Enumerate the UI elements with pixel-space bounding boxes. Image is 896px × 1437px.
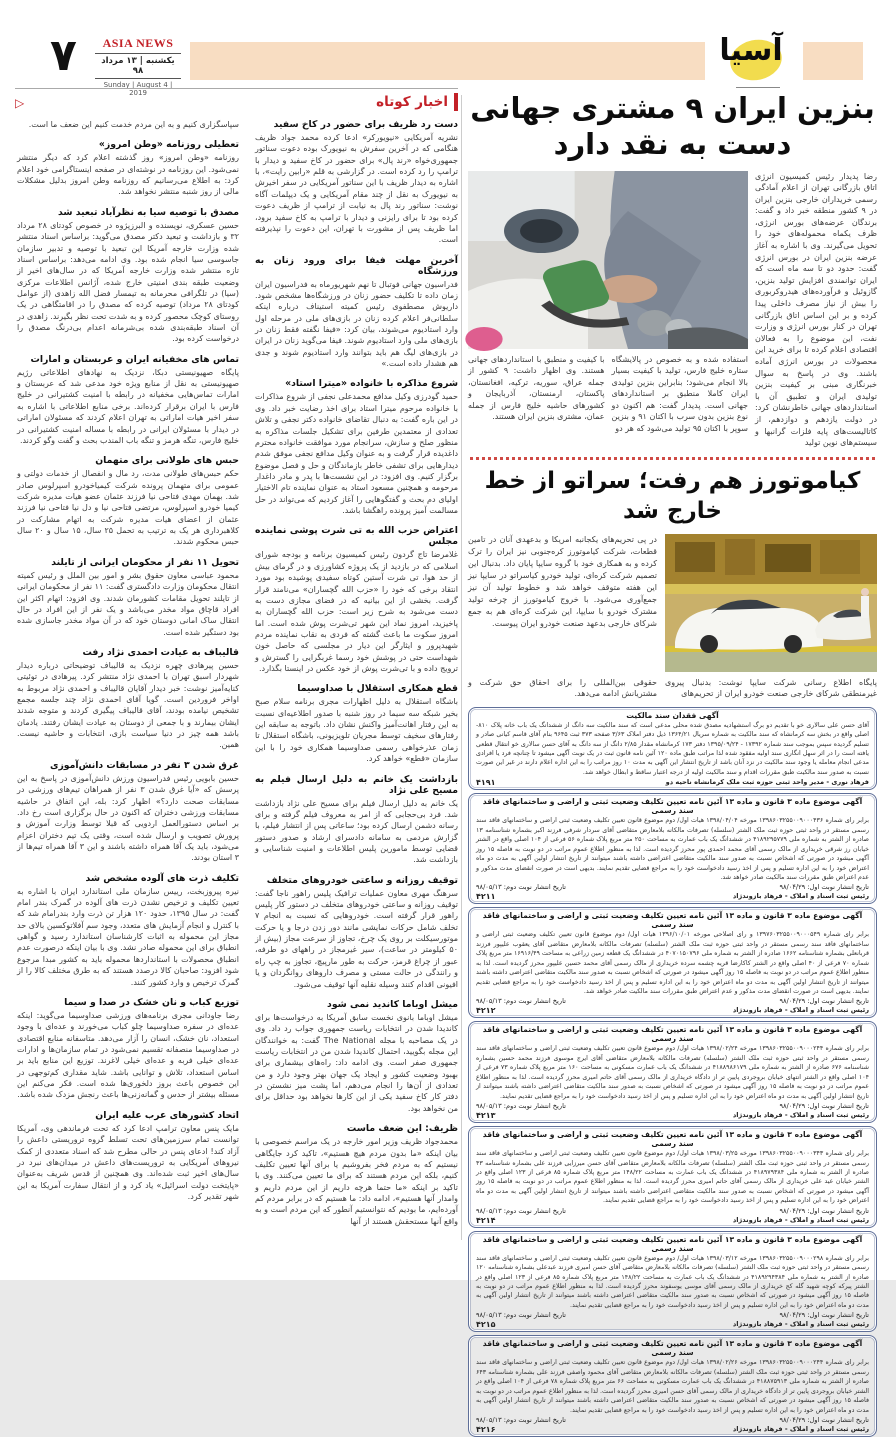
ad-date-second: تاریخ انتشار نوبت دوم: ۹۸/۰۵/۱۳ — [476, 1415, 566, 1424]
article2-column: پایگاه اطلاع رسانی شرکت سایپا نوشت: بدنبال پیروی غیرمنطقی شرکای خارجی صنعت خودرو ایران از تحریم‌های — [665, 677, 877, 699]
short-news-column-left — [17, 119, 239, 1236]
news-item: اتحاد کشورهای عرب علیه ایران مایک پنس معاون ترامپ ادعا کرد که تحت فرماندهی وی، آمریکا توانست تمام سرزمین‌های تحت تسلط گروه تروریستی داعش را آزاد کند! ادعای پنس در حالی مطرح شد که اسناد متعددی از کمک نیروهای آمریکایی به تروریست‌های داعش در میدان‌های نبرد در سال‌های اخیر ثبت شده‌اند. وی همچنین از قدس شریف به‌عنوان «پایتخت دولت اسرائیل» یاد کرد و از انتقال سفارت آمریکا به این شهر تقدیر کرد. — [17, 1109, 239, 1201]
ad-signer: فرهاد نوری - مدیر واحد ثبتی حوزه ثبت ملک کرمانشاه ناحیه دو — [665, 778, 869, 787]
ad-code: ۴۲۱۵ — [476, 1320, 496, 1330]
news-item: قالیباف به عیادت احمدی نژاد رفت حسین پیرهادی چهره نزدیک به قالیباف توضیحاتی درباره دیدار شهردار اسبق تهران با احمدی نژاد منتشر کرد. پیرهادی در توئیتی کنایه‌آمیز نوشت: خبر دیدار آقایان قالیباف و احمدی نژاد مربوط به اواخر فروردین است. گویا آقای احمدی نژاد چند جلسه مجمع تشخیص نیامده بودند، آقای قالیباف پیگیری کردند و متوجه شدند ایشان بیمارند و با جمعی از دوستان به عیادت ایشان رفتند. یادمان باشد همه چیز در دنیا سیاست بازی، انتخابات و حاشیه نیست. همین. — [17, 646, 239, 750]
news-item: غرق شدن ۳ نفر در مسابقات دانش‌آموزی حسین بابویی رئیس فدراسیون ورزش دانش‌آموزی در پاسخ به این پرسش که «آیا غرق شدن ۳ نفر از همراهان تیم‌های ورزشی در مسابقات صحت دارد؟» اظهار کرد: بله، این اتفاق در حاشیه مسابقات ورزشی دختران که اکنون در حال برگزاری است رخ داد. بر اساس دستورالعمل اردویی که قبلا توسط وزارت آموزش و پرورش تصویب و ارسال شده است، وقتی یک تیم دختران اعزام می‌شود، باید یک آقا همراه داشته باشند و این ۳ آقا همراه تیم‌ها از ۳ استان بودند. — [17, 759, 240, 863]
news-item: تماس های مخفیانه ایران و عربستان و امارات پایگاه صهیونیستی دبکا، نزدیک به نهادهای اطلاعاتی رژیم صهیونیستی به نقل از منابع ویژه خود مدعی شد که عربستان و امارات تماس‌هایی مخفیانه در رابطه با امنیت کشتیرانی در خلیج فارس با ایران برقرار کرده‌اند. برخی منابع اطلاعاتی با اشاره به سفر اخیر هیات اماراتی به تهران اعلام کردند که مسئولان اماراتی در دیدار با مسئولان ایرانی در رابطه با مساله امنیت کشتیرانی در خلیج فارس، تنگه هرمز و تنگه باب المندب بحث و گفت وگو کردند. — [17, 353, 239, 445]
short-news-column-right — [255, 119, 458, 1236]
ad-code: ۴۲۱۳ — [476, 1111, 496, 1121]
ad-date-second: تاریخ انتشار نوبت دوم: ۹۸/۰۵/۱۳ — [476, 1102, 566, 1111]
article1-photo-gas-pump — [468, 171, 748, 349]
legal-ad: آگهی فقدان سند مالکیت آقای حسن علی سالاری خو با تقدیم دو برگ استشهادیه مصدق شده محلی مدعی است که سند مالکیت سه دانگ از ششدانگ یک باب خانه پلاک ۸۱۰- اصلی واقع در بخش سه کرمانشاه که سند مالکیت به شماره سریال ۱۳۶۴/۲۱ ذیل دفتر املاک ۳/۶۳ صفحه ۳۷۳ ثبت ۹۶۴۵ بنام آقای قاسم کیانی صادر و تسلیم گردیده سپس بموجب سند شماره ۱۷۳۹۲ - ۱۳۹۵/۰۹/۲۴ دفتر ۱۷۳ کرمانشاه مقدار ۲/۸۵ دانگ از سه دانگ به آقای حسن سالاری خو انتقال قطعی یافته است را در اثر سهل انگاری سند اولیه مفقود شده لذا مراتب طبق ماده ۱۲۰ آئین نامه قانون ثبت در یک نوبت آگهی میشود تا چنانچه فرد یا افرادی مدعی انجام معامله یا وجود سند مالکیت در نزد آنان باشد از تاریخ انتشار این آگهی به مدت ۱۰ روز مراتب را به این اداره اعلام دارند در غیر این صورت نسبت به صدور سند مالکیت طبق مقررات اقدام و سند مالکیت اولیه از درجه اعتبار ساقط و ابطال خواهد شد. فرهاد نوری - مدیر واحد ثبتی حوزه ثبت ملک کرمانشاه ناحیه دو ۴۱۹۱ — [468, 707, 877, 791]
news-item: تحویل ۱۱ نفر از محکومان ایرانی از تایلند محمود عباسی معاون حقوق بشر و امور بین الملل و رئیس کمیته انتقال محکومان وزارت دادگستری گفت: ۱۱ نفر از محکومان ایرانی از تایلند تحویل مقامات کشورمان شدند. وی افزود: اتهام اکثر این افراد قاچاق مواد مخدر می‌باشد و یک نفر از این افراد در حال انتقال ساک امانی دوستان خود که در آن مواد مخدر جاسازی شده بود دستگیر شده است. — [17, 556, 240, 637]
news-item: تعطیلی روزنامه «وطن امروز» روزنامه «وطن امروز» روز گذشته اعلام کرد که دیگر منتشر نمی‌شود. این روزنامه در نوشته‌ای در صفحه اینستاگرامی خود اعلام کرد: به اطلاع می‌رسانیم که روزنامه وطن امروز بدلیل مشکلات مالی از روز شنبه منتشر نخواهد شد. — [17, 139, 239, 197]
page-number: ۷ — [50, 30, 77, 81]
news-item: توزیع کباب و نان خشک در صدا و سیما رضا جاودانی مجری برنامه‌های ورزشی صداوسیما می‌گوید: اینکه عده‌ای در سفره صداوسیما چلو کباب می‌خورند و عده‌ای با وجود استعداد، نان خشک، انسان را آزار می‌دهد. متاسفانه منابع اقتصادی در صداوسیما منصفانه تقسیم نمی‌شود در تمام سازمان‌ها و ادارات عده‌ای خیلی فربه و عده‌ای خیلی لاغرند. توزیع این منابع باید بر اساس استعداد، تلاش و توانایی باشد. شاید مقداری کم‌توجهی در این خصوص باعث بروز دلخوری‌ها شده است. فکر می‌کنم این مسئله بیشتر از حدس و گمانه‌زنی‌ها باعث رنجش مزدک شده باشد. — [17, 996, 239, 1100]
rule — [15, 88, 458, 89]
legal-ad: آگهی موضوع ماده ۳ قانون و ماده ۱۳ آئین نامه تعیین تکلیف وضعیت ثبتی و اراضی و ساختمانهای فاقد سند رسمی برابر رای شماره ۱۳۹۸۶۰۳۲۵۵۰۰۹۰۰۰۴۳۶ مورخه ۱۳۹۸/۰۴/۰۴ هیات اول/ دوم موضوع قانون تعیین تکلیف وضعیت ثبتی اراضی و ساختمانهای فاقد سند رسمی مستقر در واحد ثبتی حوزه ثبت ملک الشتر (سلسله) تصرفات مالکانه بلامعارض متقاضی آقای سردار شرفی فرزند اکبر بشماره شناسنامه ۱۳ صادره از الشتر به شماره ملی ۴۱۸۹۲۹۵۷۷۹ در ششدانگ یک باب عمارت به مساحت ۲۵۰ متر مربع پلاک شماره ۵۶ فرعی از ۱۰۴ اصلی واقع در الشتر خیابان رز شرقی خریداری از مالک رسمی آقای محمد احمدی پور محرز گردیده است. لذا به منظور اطلاع عموم مراتب در دو نوبت به فاصله ۱۵ روز آگهی میشود در صورتی که اشخاص نسبت به صدور سند مالکیت متقاضی اعتراضی داشته باشند میتوانند از تاریخ انتشار اولین آگهی به مدت دو ماه اعتراض خود را به این اداره تسلیم و پس از اخذ رسید دادخواست خود را به مراجع قضایی تقدیم نمایند. بدیهی است در صورت انقضای مدت مذکور و عدم اعتراض طبق مقررات سند مالکیت صادر خواهد شد. تاریخ انتشار نوبت اول: ۹۸/۰۴/۲۹ تاریخ انتشار نوبت دوم: ۹۸/۰۵/۱۳ رئیس ثبت اسناد و املاک - فرهاد بازوندژاد ۴۲۱۱ — [468, 793, 877, 904]
section-marker-icon: ▷ — [15, 96, 25, 110]
news-item: حبس های طولانی برای متهمان حکم حبس‌های طولانی مدت، رد مال و انفصال از خدمات دولتی و عمومی برای متهمان پرونده شرکت کیمیاخودرو اسپرلوس صادر شد. بهمان مهدی فتاحی نیا فرزند عثمان عضو هیات مدیره شرکت کیمیا خودرو اسپرلوس، مرتضی فتاحی نیا و دل نیا فتاحی نیا فرزند عثمان از اعضای هیات مدیره شرکت به اتهام مشارکت در کلاهبرداری هر یک به ترتیب به تحمل ۲۵ سال، ۱۵ سال و ۲۰ سال حبس محکوم شدند. — [17, 455, 240, 547]
ad-code: ۴۱۹۱ — [476, 778, 496, 788]
section-divider — [461, 95, 462, 1240]
ad-date-first: تاریخ انتشار نوبت اول: ۹۸/۰۴/۲۹ — [779, 997, 869, 1006]
article1-column: رضا پدیدار رئیس کمیسیون انرژی اتاق بازرگانی تهران از اعلام آمادگی رسمی خریداران خارجی بنزین ایران در ۹ کشور منطقه خبر داد و گفت: برندگان عرضه‌های بورس انرژی، ظرف یکماه محموله‌های خود را تحویل می‌گیرند. وی با اشاره به آغاز عرضه بنزین ایران در بورس انرژی گفت: حدود دو تا سه ماه است که ایران توانمندی افزایش تولید بنزین، گازوئیل و فرآورده‌های هیدروکربوری را بیش از نیاز مصرف داخلی پیدا کرده و بر این اساس اتاق بازرگانی تهران در کنار بورس انرژی و وزارت نفت، این موضوع را به فعالان اقتصادی اعلام کرده تا برای خرید این محصولات در بورس انرژی آماده باشند. وی در پاسخ به سوال خبرنگاری مبنی بر کیفیت بنزین تولیدی ایران و تطبیق آن با استانداردهای جهانی خاطرنشان کرد: در دولت یازدهم و دوازدهم، از کاتالیست‌های پایه فلزات گرانبها و سیستم‌های نوین تولید — [755, 171, 878, 448]
date-english: Sunday | August 4 | 2019 — [103, 81, 173, 97]
divider — [95, 78, 181, 79]
article2-column: حقوقی بین‌المللی را برای احقاق حق شرکت و مشتریانش ادامه می‌دهد. — [468, 677, 657, 699]
article1-column: استفاده شده و به خصوص در پالایشگاه ستاره خلیج فارس، تولید با کیفیت بسیار بالا انجام می‌شود؛ بنابراین بنزین تولیدی ایران کاملا منطبق بر استانداردهای جهانی است. پدیدار گفت: هم اکنون دو نوع بنزین بدون سرب با اکتان ۹۱ و بنزین سوپر با اکتان ۹۵ تولید می‌شود که هر دو — [611, 354, 748, 434]
ad-date-second: تاریخ انتشار نوبت دوم: ۹۸/۰۵/۱۳ — [476, 1311, 566, 1320]
ad-date-second: تاریخ انتشار نوبت دوم: ۹۸/۰۵/۱۳ — [476, 1206, 566, 1215]
legal-ad: آگهی موضوع ماده ۳ قانون و ماده ۱۳ آئین نامه تعیین تکلیف وضعیت ثبتی و اراضی و ساختمانهای فاقد سند رسمی برابر رای شماره ۱۳۹۸۶۰۳۲۵۵۰۰۹۰۰۰۳۴۳ مورخه ۱۳۹۸/۰۳/۲۵ هیات اول/ دوم موضوع قانون تعیین تکلیف وضعیت ثبتی اراضی و ساختمانهای فاقد سند رسمی مستقر در واحد ثبتی حوزه ثبت ملک الشتر (سلسله) تصرفات مالکانه بلامعارض متقاضی آقای حسن میرزایی فرزند علی بشماره شناسنامه ۴۳ صادره از الشتر به شماره ملی ۴۱۸۹۷۹۳۸۴ در ششدانگ یک باب عمارت به مساحت ۱۴۸/۲۲ متر مربع پلاک شماره ۸۵ فرعی از ۱۲۳ اصلی واقع در الشتر خیابان عید علی خریداری از مالک رسمی آقای حاتم امیری محرز گردیده است. لذا به منظور اطلاع عموم مراتب در دو نوبت به فاصله ۱۵ روز آگهی میشود در صورتی که اشخاص نسبت به صدور سند مالکیت متقاضی اعتراضی داشته باشند میتوانند از تاریخ انتشار اولین آگهی به مدت دو ماه اعتراض خود را به این اداره تسلیم و پس از اخذ رسید دادخواست خود را به مراجع قضایی تقدیم نمایند. تاریخ انتشار نوبت اول: ۹۸/۰۴/۲۹ تاریخ انتشار نوبت دوم: ۹۸/۰۵/۱۳ رئیس ثبت اسناد و املاک - فرهاد بازوندژاد ۴۲۱۴ — [468, 1126, 877, 1228]
news-item: دست رد ظریف برای حضور در کاخ سفید نشریه آمریکایی «نیویورکر» ادعا کرده محمد جواد ظریف هنگامی که در آخرین سفرش به نیویورک بوده دعوت سناتور جمهوری‌خواه «رند پال» برای حضور در کاخ سفید و دیدار با ترامپ را رد کرده است. در گزارشی به قلم «رابین رایت»، با اشاره به دیدار ظریف با این سناتور آمریکایی در سفر اخیرش به نیویورک به نقل از چند مقام آمریکایی و یک دیپلمات آگاه نوشت: سناتور رند پال به نیابت از ترامپ از ظریف دعوت کرده بود تا برای رایزنی و دیدار با ترامپ به کاخ سفید برود، اما ظریف پس از مشورت با تهران، این دعوت را نپذیرفته است. — [255, 119, 458, 245]
news-item: قطع همکاری استقلال با صداوسیما باشگاه استقلال به دلیل اظهارات مجری برنامه سلام صبح بخیر شبکه سه سیما در روز شنبه با صدور اطلاعیه‌ای نسبت به این رفتار اهانت‌آمیز واکنش نشان داد. باتوجه به سابقه این رفتارهای سخیف توسط مجریان تلویزیونی، باشگاه استقلال تا زمان عذرخواهی رسمی صداوسیما همکاری خود را با این سازمان «قطع» خواهد کرد. — [255, 683, 458, 764]
ad-date-first: تاریخ انتشار نوبت اول: ۹۸/۰۴/۲۹ — [779, 1102, 869, 1111]
article2-body: در پی تحریم‌های یکجانبه امریکا و بدعهدی آنان در تامین قطعات، شرکت کیاموتورز کره‌جنوبی نیز ایران را ترک کرده و به همکاری خود با گروه سایپا پایان داد. بدنبال این تصمیم شرکت کره‌ای، تولید خودرو کیاسراتو در سایپا نیز این هفته متوقف خواهد شد و خطوط تولید آن نیز جمع‌آوری می‌شود. با خروج کیاموتورز از چرخه تولید مشترک خودرو با سایپا، این شرکت کره‌ای هم به جمع شرکای خارجی بدعهد صنعت خودرو ایران پیوست. — [468, 534, 657, 628]
ad-signer: رئیس ثبت اسناد و املاک - فرهاد بازوندژاد — [732, 1320, 869, 1329]
ad-date-first: تاریخ انتشار نوبت اول: ۹۸/۰۴/۲۹ — [779, 1415, 869, 1424]
ad-signer: رئیس ثبت اسناد و املاک - فرهاد بازوندژاد — [732, 1424, 869, 1433]
title-accent-bar — [454, 93, 458, 111]
header-bar — [803, 42, 863, 80]
header-bar — [190, 42, 705, 80]
news-item: توقیف روزانه و ساعتی خودروهای متخلف سرهنگ مهری معاون عملیات ترافیک پلیس راهور ناجا گفت: توقیف روزانه و ساعتی خودروهای متخلف در دستور کار پلیس راهور قرار گرفته است. خودروهایی که نسبت به انجام ۷ تخلف شامل حرکات نمایشی مانند دور زدن درجا و یا حرکت موتورسیکلت بر روی یک چرخ، تجاوز از سرعت مجاز (بیش از ۵۰ کیلومتر در ساعت)، سیر غیرمجاز در راههای دو طرفه، عبور از چراغ قرمز، حرکت به طور مارپیچ، تجاوز به چپ راه و رانندگی در حالت مستی و مصرف داروهای روانگردان و یا افیونی اقدام کنند وسیله نقلیه آنها توقیف می‌شود. — [255, 874, 458, 989]
ad-code: ۴۲۱۱ — [476, 892, 496, 902]
ad-date-first: تاریخ انتشار نوبت اول: ۹۸/۰۴/۲۹ — [779, 1206, 869, 1215]
ad-date-first: تاریخ انتشار نوبت اول: ۹۸/۰۴/۲۹ — [779, 1311, 869, 1320]
short-news-section — [15, 88, 458, 1256]
divider — [95, 53, 181, 54]
article2-headline: کیاموتورز هم رفت؛ سراتو از خط خارج شد — [484, 467, 861, 524]
news-item: اعتراض حزب الله به تی شرت پوشی نماینده مجلس غلامرضا تاج گردون رئیس کمیسیون برنامه و بودجه شورای اسلامی که در بازدید از یک پروژه کشاورزی و در گرمای بیش از حد هوا، تی شرت آستین کوتاه سفیدی پوشیده بود مورد انتقاد برخی که خود را «حزب الله گچساران» می‌نامند قرار گرفت. بخشی از این بیانیه که در فضای مجازی دست به دست می‌شود به شرح زیر است: حزب الله گچساران به پاخیزید، امروز نماد این شهر تی‌شرت پوش شده است. اما امروز سکوت ما باعث گشته که فردی به نقاب نماینده مردم شهیدپرور و ایثارگر این دیار در مجلسی که حاصل خون شهداست حتی در پوشش خود رسما غربگرایی را گسترش و ترویج داده و با تی‌شرت پوش از خود عکس در اینستا بگذارد. — [255, 525, 458, 674]
ad-date-second: تاریخ انتشار نوبت دوم: ۹۸/۰۵/۱۳ — [476, 883, 566, 892]
continuation-text: سپاسگزاری کنیم و به این مردم خدمت کنیم این ضعف ما است. — [28, 120, 239, 129]
ad-signer: رئیس ثبت اسناد و املاک - فرهاد بازوندژاد — [732, 1006, 869, 1015]
legal-ad: آگهی موضوع ماده ۳ قانون و ماده ۱۳ آئین نامه تعیین تکلیف وضعیت ثبتی و اراضی و ساختمانهای فاقد سند رسمی برابر رای شماره ۱۳۹۸۶۰۳۲۵۵۰۰۹۰۰۰۲۴۴ مورخه ۱۳۹۸/۰۲/۲۶ هیات اول/ دوم موضوع قانون تعیین تکلیف وضعیت ثبتی اراضی و ساختمانهای فاقد سند رسمی مستقر در واحد ثبتی حوزه ثبت ملک الشتر (سلسله) تصرفات مالکانه بلامعارض متقاضی آقای محمود واصفی فرزند علی بشماره شناسنامه ۶۴۳ صادره از الشتر به شماره ملی ۴۱۸۸۷۵۹۱۳ در ششدانگ یک باب عمارت مسکونی به مساحت ۶۶ متر مربع پلاک شماره ۷۸ فرعی از ۱۰۴ اصلی واقع در الشتر خیابان بروجردی پایین تر از دادگاه خریداری از مالک رسمی آقای حسن امیری محرز گردیده است. لذا به منظور اطلاع عموم مراتب در دو نوبت به فاصله ۱۵ روز آگهی میشود در صورتی که اشخاص نسبت به صدور سند مالکیت متقاضی اعتراضی داشته باشند میتوانند از تاریخ انتشار اولین آگهی به مدت دو ماه اعتراض خود را به این اداره تسلیم و پس از اخذ رسید دادخواست خود را به مراجع قضایی تقدیم نمایند. تاریخ انتشار نوبت اول: ۹۸/۰۴/۲۹ تاریخ انتشار نوبت دوم: ۹۸/۰۵/۱۳ رئیس ثبت اسناد و املاک - فرهاد بازوندژاد ۴۲۱۶ — [468, 1335, 877, 1437]
news-item: تکلیف ذرت های آلوده مشخص شد نیره پیروزبخت، رییس سازمان ملی استاندارد ایران با اشاره به تعیین تکلیف و ترخیص نشدن ذرت های آلوده در گمرک بندر امام گفت: در سال ۱۳۹۵، حدود ۱۲۰ هزار تن ذرت وارد بندرامام شد که با کنترل و انجام آزمایش های متعدد، وجود سم آفلاتوکسین بالای حد مجاز این محموله به اثبات کارشناسان استاندارد رسید و گواهی انطباق برای این محموله صادر نشد. وی با بیان اینکه درصورت عدم انطباق محصولات با استانداردها محموله باید به کشور مبدا مرجوع شود افزود: صاحبان کالا درصدد هستند که به طرق مختلف کالا را از گمرک ترخیص و وارد کشور کنند. — [17, 872, 239, 987]
main-articles-section — [468, 88, 878, 1434]
ad-signer: رئیس ثبت اسناد و املاک - فرهاد بازوندژاد — [732, 1215, 869, 1224]
logo-wordmark: آسیا — [719, 33, 783, 68]
news-item: آخرین مهلت فیفا برای ورود زنان به ورزشگاه فدراسیون جهانی فوتبال تا نهم شهریورماه به فدراسیون ایران زمان داده تا تکلیف حضور زنان در ورزشگاه‌ها مشخص شود. داریوش مصطفوی رئیس کمیته استیناف درباره اینکه سلطانی‌فر اعلام کرده زنان در بازی‌های ملی در مرحله اول وارد استادیوم می‌شوند، بیان کرد: «فیفا نگفته فقط زنان در بازی‌های ملی وارد استادیوم شوند. فیفا می‌گوید زنان در ایران در بازی‌های لیگ هم باید بتوانند وارد استادیوم شوند و جدی هم هشدار داده است.» — [255, 254, 458, 369]
article1-headline: بنزین ایران ۹ مشتری جهانی دست به نقد دارد — [470, 91, 875, 162]
article1-column: با کیفیت و منطبق با استانداردهای جهانی هستند. وی اظهار داشت: ۹ کشور از جمله عراق، سوریه، ترکیه، افغانستان، پاکستان، ارمنستان، آذربایجان و کشورهای حاشیه خلیج فارس از جمله عمان، مشتری بنزین ایران هستند. — [468, 354, 605, 422]
ad-code: ۴۲۱۲ — [476, 1006, 496, 1016]
news-item: میشل اوباما کاندید نمی شود میشل اوباما بانوی نخست سابق آمریکا به درخواست‌ها برای کاندیدا شدن در انتخابات ریاست جمهوری جواب رد داد. وی در یک مصاحبه با مجله The National گفت: به خوانندگان این مجله بگویید، احتمال کاندیدا شدن من در انتخابات ریاست جمهوری صفر است. وی ادامه داد: راه‌های بیشماری برای بهبود وضعیت کشور و ایجاد یک جهان بهتر وجود دارد و من تعدادی از آن‌ها را انجام می‌دهم، اما پشت میز نشستن در دفتر کار کاخ سفید یکی از این کارها نخواهد بود حداقل برای من نخواهد بود. — [255, 998, 458, 1113]
ad-date-second: تاریخ انتشار نوبت دوم: ۹۸/۰۵/۱۳ — [476, 997, 566, 1006]
news-item: شروع مذاکره با خانواده «میترا استاد» حمید گودرزی وکیل مدافع محمدعلی نجفی از شروع مذاکرات با خانواده مرحوم میترا استاد برای اخذ رضایت خبر داد. وی در این باره گفت: به دنبال تقاضای خانواده دکتر نجفی و تلاش تعدادی از معتمدین طرفین برای تشکیل جلسات مذاکره به منظور صلح و سازش، سرانجام مورد موافقت خانواده محترم داغدیده قرار گرفت و به عنوان وکیل مدافع نجفی موفق شدم دیدارهایی برای تشفی خاطر بازماندگان و حل و فصل موضوع برگزار کنیم. وی افزود: در این نشست‌ها با پدر و مادر داغدار مرحومه و همچنین مسعود استاد به عنوان نماینده تام الاختیار اولیای دم بحث و گفتگوهایی را آغاز کردیم که می‌تواند در حل مسالمت آمیز پرونده راهگشا باشد. — [255, 378, 458, 516]
brand-name: ASIA NEWS — [102, 36, 174, 50]
section-title: اخبار کوتاه — [376, 94, 448, 110]
legal-ad: آگهی موضوع ماده ۳ قانون و ماده ۱۳ آئین نامه تعیین تکلیف وضعیت ثبتی و اراضی و ساختمانهای فاقد سند رسمی برابر رای شماره ۱۳۹۸۶۰۳۲۵۵۰۰۹۰۰۰۲۹۸ مورخه ۱۳۹۸/۰۳/۱۲ هیات اول/ دوم موضوع قانون تعیین تکلیف وضعیت ثبتی اراضی و ساختمانهای فاقد سند رسمی مستقر در واحد ثبتی حوزه ثبت ملک الشتر (سلسله) تصرفات مالکانه بلامعارض متقاضی آقای حسن امیری فرزند عبدعلی بشماره شناسنامه ۱۲۰ صادره از الشتر به شماره ملی ۴۱۸۹۲۹۴۳۸۴ در ششدانگ یک باب عمارت به مساحت ۱۴۸/۲۲ متر مربع پلاک شماره ۸۵ فرعی از ۱۲۳ اصلی واقع در الشتر پیرکه کوچه شهید گله کج خریداری از مالک رسمی آقای موسی یوسفوند محرز گردیده است. لذا به منظور اطلاع عموم مراتب در دو نوبت به فاصله ۱۵ روز آگهی میشود در صورتی که اشخاص نسبت به صدور سند مالکیت متقاضی اعتراضی داشته باشند میتوانند از تاریخ انتشار اولین آگهی به مدت دو ماه اعتراض خود را به این اداره تسلیم و پس از اخذ رسید دادخواست خود را به مراجع قضایی تقدیم نمایند. تاریخ انتشار نوبت اول: ۹۸/۰۴/۲۹ تاریخ انتشار نوبت دوم: ۹۸/۰۵/۱۳ رئیس ثبت اسناد و املاک - فرهاد بازوندژاد ۴۲۱۵ — [468, 1231, 877, 1333]
ad-code: ۴۲۱۶ — [476, 1424, 496, 1434]
ad-signer: رئیس ثبت اسناد و املاک - فرهاد بازوندژاد — [732, 892, 869, 901]
newspaper-logo — [712, 28, 798, 86]
dotted-separator — [470, 457, 875, 460]
news-item: ظریف: این ضعف ماست محمدجواد ظریف وزیر امور خارجه در یک مراسم خصوصی با بیان اینکه «ما بدون مردم هیچ هستیم»، تاکید کرد جایگاهی نیستیم که به مردم فخر بفروشیم یا برای آنها تعیین تکلیف کنیم، بلکه این مردم هستند که برای ما تعیین می‌کنند. وی با تاکید بر اینکه «ما حتما هرچه داریم از این مردم داریم و وامدار آنها هستیم»، ادامه داد: ما هستیم که در برابر مردم کم آورده‌ایم، ما بودیم که نتوانستیم آنطور که این مردم است و به واقع آنها مستحقش هستند از آنها — [255, 1123, 458, 1226]
news-item: بازداشت یک خانم به دلیل ارسال فیلم به مسیح علی نژاد یک خانم به دلیل ارسال فیلم برای مسیح علی نژاد بازداشت شد. فرد بی‌حجابی که از امر به معروف فیلم گرفته و برای رسانه دشمن ارسال کرده بود؛ ساعاتی پس از انتشار فیلم، با گزارش مردمی به سامانه دادسرای ارشاد و صدور دستور قضایی توسط مامورین پلیس اطلاعات و امنیت شناسایی و بازداشت شد. — [255, 773, 458, 865]
ad-signer: رئیس ثبت اسناد و املاک - فرهاد بازوندژاد — [732, 1111, 869, 1120]
legal-ads-box — [468, 707, 877, 1437]
article2-photo-car-factory — [665, 534, 877, 672]
news-item: مصدق با توصیه سیا به نظرآباد تبعید شد حسین عسکری، نویسنده و البرزپژوه در خصوص کودتای ۲۸ مرداد ۳۲ و بازداشت و تبعید دکتر مصدق می‌گوید: براساس اسناد منتشر شده وزارت خارجه آمریکا این تبعید با توصیه و تدبیر سازمان جاسوسی سیا انجام شده بود. وی ادامه می‌دهد: براساس اسناد تازه منتشر شده وزارت خارجه آمریکا که در سال‌های اخیر از وضعیت طبقه بندی امنیتی خارج شده، آژانس اطلاعات مرکزی (سیا) در تلگرافی محرمانه به تیمسار فضل الله زاهدی (از عوامل کودتای ۲۸ مرداد) توصیه کرده که مصدق را در اقامتگاهی در یک روستای کوچک محصور کرده و به شدت تحت نظر بگیرند. زاهدی در آن اسناد طبقه‌بندی شده بی‌شرمانه اعدام بی‌درنگ مصدق را درخواست کرده بود. — [17, 206, 239, 344]
legal-ad: آگهی موضوع ماده ۳ قانون و ماده ۱۳ آئین نامه تعیین تکلیف وضعیت ثبتی و اراضی و ساختمانهای فاقد سند رسمی برابر رای شماره ۱۳۹۸۶۰۳۲۵۵۰۰۹۰۰۰۲۴۴ مورخه ۱۳۹۸/۰۲/۲۴ هیات اول/ دوم موضوع قانون تعیین تکلیف وضعیت ثبتی اراضی و ساختمانهای فاقد سند رسمی مستقر در واحد ثبتی حوزه ثبت ملک الشتر (سلسله) تصرفات مالکانه بلامعارض متقاضی آقای ایرج موسوی فرزند محمد حسین بشماره شناسنامه ۶۷۶ صادره از الشتر به شماره ملی ۴۱۸۸۹۸۶۱۷۹ در ششدانگ یک باب عمارت مسکونی به مساحت ۱۶۰ متر مربع پلاک شماره ۷۳ فرعی از ۱۰۴ اصلی واقع در الشتر انتهای خیابان بروجردی پایین تر از دادگاه خریداری از مالک رسمی آقای حاتم امیری محرز گردیده است. لذا به منظور اطلاع عموم مراتب در دو نوبت به فاصله ۱۵ روز آگهی میشود در صورتی که اشخاص نسبت به صدور سند مالکیت متقاضی اعتراضی داشته باشند میتوانند از تاریخ انتشار اولین آگهی به مدت دو ماه اعتراض خود را به این اداره تسلیم و پس از اخذ رسید دادخواست خود را به مراجع قضایی تقدیم نمایند. تاریخ انتشار نوبت اول: ۹۸/۰۴/۲۹ تاریخ انتشار نوبت دوم: ۹۸/۰۵/۱۳ رئیس ثبت اسناد و املاک - فرهاد بازوندژاد ۴۲۱۳ — [468, 1021, 877, 1123]
ad-code: ۴۲۱۴ — [476, 1215, 496, 1225]
ad-date-first: تاریخ انتشار نوبت اول: ۹۸/۰۴/۲۹ — [779, 883, 869, 892]
date-persian: یکشنبه | ۱۳ مرداد ۹۸ — [101, 56, 175, 76]
legal-ad: آگهی موضوع ماده ۳ قانون و ماده ۱۳ آئین نامه تعیین تکلیف وضعیت ثبتی و اراضی و ساختمانهای فاقد سند رسمی برابر رای شماره ۱۳۹۷۶۰۳۲۵۵۰۰۹۰۰۰۵۴۹ و رای اصلاحی مورخه ۱۳۹۶/۱۰/۰۱ هیات اول/ دوم موضوع قانون تعیین تکلیف وضعیت ثبتی اراضی و ساختمانهای فاقد سند رسمی مستقر در واحد ثبتی حوزه ثبت ملک الشتر (سلسله) تصرفات مالکانه بلامعارض متقاضی آقای یعقوب علیپور فرزند قربانعلی بشماره شناسنامه ۱۶۶۲ صادره از الشتر به شماره ملی ۴۰۷۰۱۵۰۷۹۶ در ششدانگ یک قطعه زمین زراعی به مساحت ۱۶۹۱۶/۴۹ متر مربع پلاک شماره ۷۰ فرعی از ۴۰ اصلی واقع در الشتر کاکارضا قریه چشمه سرده خریداری از مالک رسمی آقای محمد حسین علیپور محرز گردیده است. لذا به منظور اطلاع عموم مراتب در دو نوبت به فاصله ۱۵ روز آگهی میشود در صورتی که اشخاص نسبت به صدور سند مالکیت متقاضی اعتراضی داشته باشند میتوانند از تاریخ انتشار اولین آگهی به مدت دو ماه اعتراض خود را به این اداره تسلیم و پس از اخذ رسید دادخواست خود را به مراجع قضایی تقدیم نمایند. بدیهی است در صورت انقضای مدت مذکور و عدم اعتراض طبق مقررات سند مالکیت صادر خواهد شد. تاریخ انتشار نوبت اول: ۹۸/۰۴/۲۹ تاریخ انتشار نوبت دوم: ۹۸/۰۵/۱۳ رئیس ثبت اسناد و املاک - فرهاد بازوندژاد ۴۲۱۲ — [468, 907, 877, 1018]
